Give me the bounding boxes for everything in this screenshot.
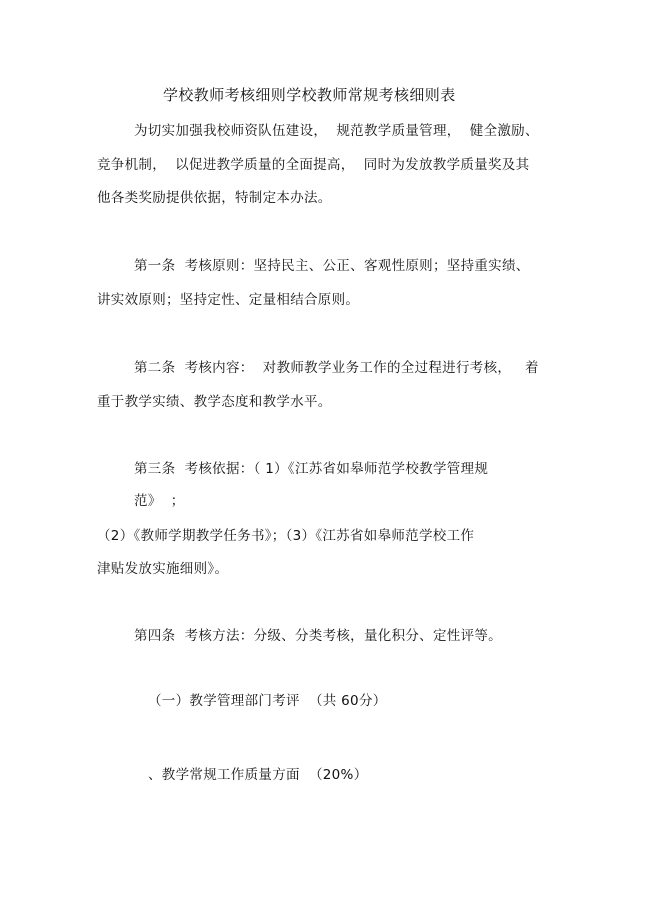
article-1-line-1: 第一条 考核原则：坚持民主、公正、客观性原则；坚持重实绩、 (134, 258, 530, 274)
section-1-heading: （一）教学管理部门考评 （共 60分） (148, 693, 387, 709)
article-3-line-4: 津贴发放实施细则》。 (97, 561, 229, 577)
article-2-line-2: 重于教学实绩、教学态度和教学水平。 (97, 394, 332, 410)
article-3-line-2: 范》 ； (134, 493, 185, 509)
article-2-line-1: 第二条 考核内容： 对教师教学业务工作的全过程进行考核， 着 (134, 360, 539, 376)
article-1-line-2: 讲实效原则；坚持定性、定量相结合原则。 (97, 292, 360, 308)
article-3-line-1: 第三条 考核依据：（ 1）《江苏省如皋师范学校教学管理规 (134, 461, 489, 477)
article-3-line-3: （2）《教师学期教学任务书》；（3）《江苏省如皋师范学校工作 (97, 528, 475, 544)
document-title: 学校教师考核细则学校教师常规考核细则表 (163, 86, 456, 104)
article-4-line-1: 第四条 考核方法：分级、分类考核，量化积分、定性评等。 (134, 628, 502, 644)
intro-line-2: 竞争机制， 以促进教学质量的全面提高， 同时为发放教学质量奖及其 (97, 157, 530, 173)
intro-line-1: 为切实加强我校师资队伍建设， 规范教学质量管理， 健全激励、 (134, 123, 539, 139)
subsection-1-heading: 、教学常规工作质量方面 （20%） (148, 767, 368, 783)
intro-line-3: 他各类奖励提供依据，特制定本办法。 (97, 190, 332, 206)
